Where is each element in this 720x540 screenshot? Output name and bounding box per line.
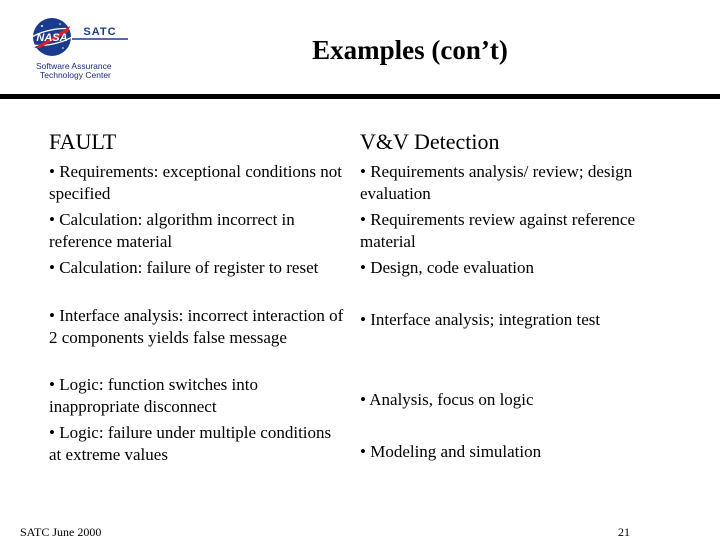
fault-item: • Calculation: failure of register to reset [49,258,319,277]
detection-column-header: V&V Detection [360,129,500,154]
fault-column-header: FAULT [49,129,117,154]
fault-item: • Calculation: algorithm incorrect in reference material [49,210,295,251]
svg-text:NASA: NASA [36,32,68,44]
logo-caption-line1: Software Assurance [36,61,112,71]
title-divider [0,94,720,99]
detection-item: • Design, code evaluation [360,258,535,277]
slide-title: Examples (con’t) [312,35,508,65]
detection-item: • Modeling and simulation [360,442,542,461]
page-number: 21 [618,525,630,539]
fault-item: • Requirements: exceptional conditions not specified [49,162,343,203]
svg-text:SATC: SATC [83,26,117,38]
detection-item: • Requirements analysis/ review; design evaluation [360,162,633,203]
footer-date: SATC June 2000 [20,525,102,539]
detection-item: • Requirements review against reference material [360,210,635,251]
satc-logo [30,12,130,82]
fault-item: • Logic: function switches into inappropriate disconnect [49,375,258,416]
logo-caption-line2: Technology Center [40,70,111,80]
fault-item: • Logic: failure under multiple conditions at extreme values [49,423,332,464]
detection-item: • Interface analysis; integration test [360,310,601,329]
fault-item: • Interface analysis: incorrect interaction of 2 components yields false message [49,306,344,347]
detection-item: • Analysis, focus on logic [360,390,534,409]
